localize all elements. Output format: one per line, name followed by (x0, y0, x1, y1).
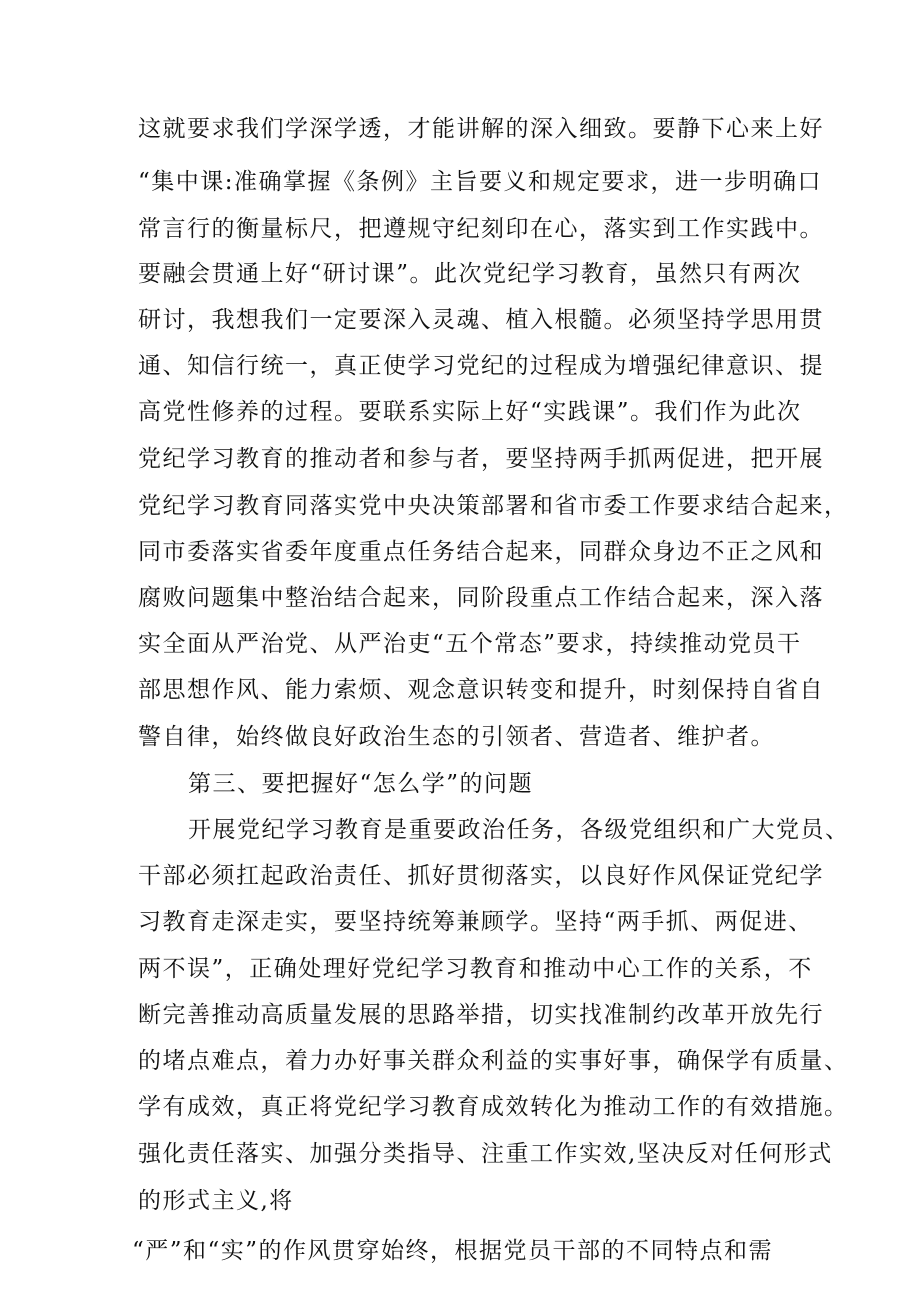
text-line: 党纪学习教育同落实党中央决策部署和省市委工作要求结合起来， (138, 493, 849, 519)
text-line: 开展党纪学习教育是重要政治任务，各级党组织和广大党员、 (188, 817, 850, 843)
text-line: 断完善推动高质量发展的思路举措，切实找准制约改革开放先行 (138, 1002, 824, 1028)
text-line: 要融会贯通上好“研讨课”。此次党纪学习教育，虽然只有两次 (138, 261, 802, 287)
section-heading: 第三、要把握好“怎么学”的问题 (188, 771, 534, 797)
text-line: 常言行的衡量标尺，把遵规守纪刻印在心，落实到工作实践中。 (138, 216, 824, 242)
text-line: 部思想作风、能力索烦、观念意识转变和提升，时刻保持自省自 (138, 677, 824, 703)
text-line: 警自律，始终做良好政治生态的引领者、营造者、维护者。 (138, 724, 775, 750)
text-line: 党纪学习教育的推动者和参与者，要坚持两手抓两促进，把开展 (138, 446, 824, 472)
text-line: 这就要求我们学深学透，才能讲解的深入细致。要静下心来上好 (138, 116, 824, 142)
text-line: 两不误”，正确处理好党纪学习教育和推动中心工作的关系，不 (138, 956, 813, 982)
text-line: “严”和“实”的作风贯穿始终，根据党员干部的不同特点和需 (132, 1238, 774, 1264)
text-line: 高党性修养的过程。要联系实际上好“实践课”。我们作为此次 (138, 399, 802, 425)
text-line: 同市委落实省委年度重点任务结合起来，同群众身边不正之风和 (138, 539, 824, 565)
text-line: 干部必须扛起政治责任、抓好贯彻落实，以良好作风保证党纪学 (138, 863, 824, 889)
text-line: 强化责任落实、加强分类指导、注重工作实效,坚决反对任何形式 (138, 1141, 833, 1167)
text-line: 通、知信行统一，真正使学习党纪的过程成为增强纪律意识、提 (138, 353, 824, 379)
text-line: 实全面从严治党、从严治吏“五个常态”要求，持续推动党员干 (138, 631, 802, 657)
text-line: 研讨，我想我们一定要深入灵魂、植入根髓。必须坚持学思用贯 (138, 307, 824, 333)
text-line: 的形式主义,将 (138, 1188, 294, 1214)
text-line: “集中课:准确掌握《条例》主旨要义和规定要求，进一步明确口 (138, 169, 823, 195)
text-line: 腐败问题集中整治结合起来，同阶段重点工作结合起来，深入落 (138, 585, 824, 611)
text-line: 学有成效，真正将党纪学习教育成效转化为推动工作的有效措施。 (138, 1094, 849, 1120)
text-line: 的堵点难点，着力办好事关群众利益的实事好事，确保学有质量、 (138, 1048, 849, 1074)
text-line: 习教育走深走实，要坚持统筹兼顾学。坚持“两手抓、两促进、 (138, 909, 813, 935)
